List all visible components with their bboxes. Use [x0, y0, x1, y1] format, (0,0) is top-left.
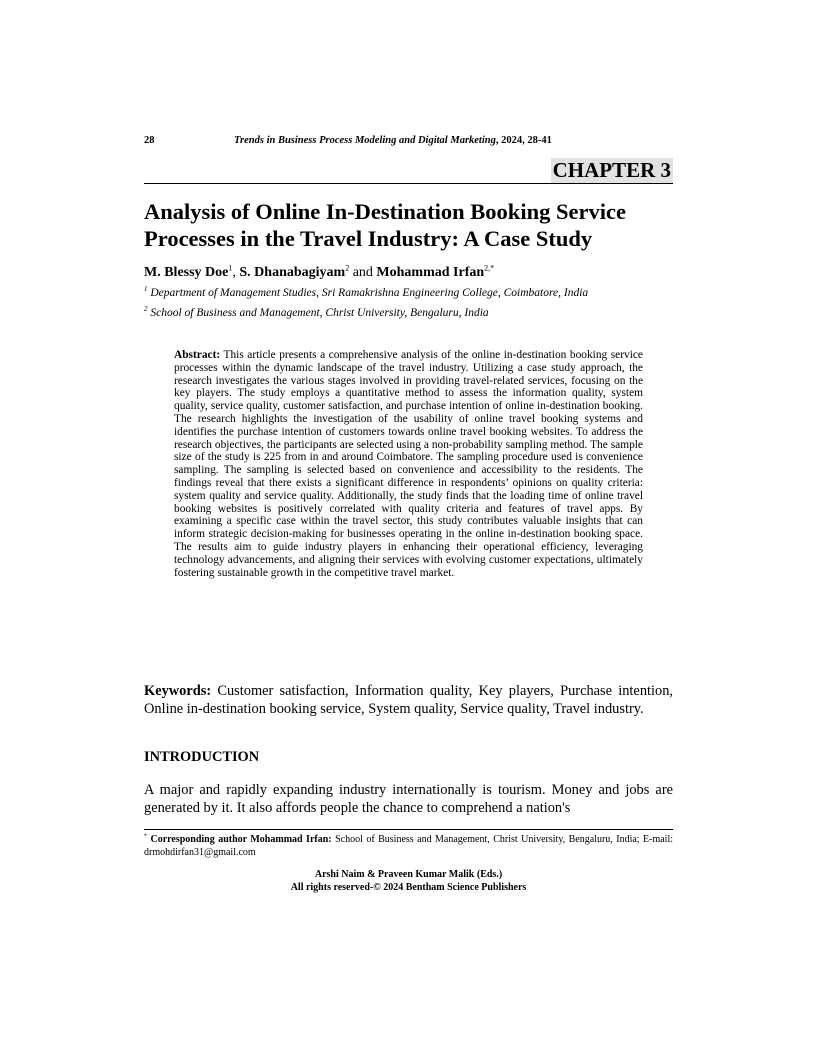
editors-line: Arshi Naim & Praveen Kumar Malik (Eds.)	[314, 869, 503, 880]
keywords-text: Customer satisfaction, Information quality, Key players, Purchase intention, Online in-destination booking service, System quality, Service quality, Travel industry.	[144, 683, 673, 717]
journal-citation	[234, 134, 552, 147]
keywords	[144, 683, 673, 718]
abstract-text: This article presents a comprehensive analysis of the online in-destination booking service processes within the dynamic landscape of the travel industry. Utilizing a case study approach, the research investigates the various stages involved in providing travel-related services, focusing on the key players. The study employs a quantitative method to assess the information quality, system quality, service quality, customer satisfaction, and purchase intention of online in-destination booking. The research highlights the investigation of the usability of online travel booking systems and identifies the purchase intention of customers towards online travel booking websites. To address the research objectives, the participants are selected using a non-probability sampling method. The sample size of the study is 225 from in and around Coimbatore. The sampling procedure used is convenience sampling. The sampling is selected based on convenience and accessibility to the residents. The findings reveal that there exists a significant difference in respondents’ opinions on quality criteria: system quality and service quality. Additionally, the study finds that the loading time of online travel booking websites is positively correlated with quality criteria and features of travel apps. By examining a specific case within the travel sector, this study contributes valuable insights that can inform strategic decision-making for businesses operating in the online in-destination booking space. The results aim to guide industry players in enhancing their operational efficiency, leveraging technology advancements, and aligning their services with evolving customer expectations, ultimately fostering sustainable growth in the competitive travel market.	[174, 349, 643, 579]
footnote-label: Corresponding author Mohammad Irfan:	[150, 834, 332, 845]
publisher-info	[144, 869, 673, 894]
footnote-rule	[144, 829, 673, 830]
affiliation	[144, 306, 673, 320]
affiliation-mark: 2	[144, 305, 148, 314]
author-separator: and	[349, 265, 377, 280]
author-name: M. Blessy Doe	[144, 265, 229, 280]
keywords-label: Keywords:	[144, 683, 212, 699]
abstract-label: Abstract:	[174, 349, 221, 361]
footnote-mark: *	[144, 833, 147, 840]
paper-title: Analysis of Online In-Destination Booking Service Processes in the Travel Industry: A Case Study	[144, 199, 626, 251]
chapter-label: CHAPTER 3	[552, 158, 671, 182]
footnote	[144, 834, 673, 859]
author-affiliation-mark: 2	[345, 263, 350, 273]
affiliation-text: School of Business and Management, Christ University, Bengaluru, India	[150, 307, 489, 319]
chapter-label-container	[144, 158, 673, 184]
author-name: Mohammad Irfan	[376, 265, 485, 280]
section-heading: INTRODUCTION	[144, 749, 260, 765]
affiliation-mark: 1	[144, 285, 148, 294]
author-affiliation-mark: 1	[228, 263, 233, 273]
author-affiliation-mark: 2,*	[484, 263, 495, 273]
footnote-text: School of Business and Management, Christ University, Bengaluru, India; E-mail: drmohdirfan31@gmail.com	[144, 834, 674, 858]
affiliation	[144, 286, 673, 300]
journal-details: , 2024, 28-41	[495, 135, 552, 146]
abstract	[174, 349, 643, 579]
rights-line: All rights reserved-© 2024 Bentham Science Publishers	[290, 881, 527, 893]
author-name: S. Dhanabagiyam	[239, 265, 346, 280]
page-number: 28	[144, 135, 155, 146]
author-list	[144, 264, 673, 281]
introduction-paragraph: A major and rapidly expanding industry internationally is tourism. Money and jobs are generated by it. It also affords people the chance to comprehend a nation's	[144, 782, 673, 816]
affiliation-text: Department of Management Studies, Sri Ramakrishna Engineering College, Coimbatore, India	[150, 287, 589, 299]
paper-page	[144, 0, 673, 1056]
journal-name: Trends in Business Process Modeling and Digital Marketing	[234, 135, 496, 146]
author-separator: ,	[232, 265, 240, 280]
header-rule	[144, 183, 673, 184]
